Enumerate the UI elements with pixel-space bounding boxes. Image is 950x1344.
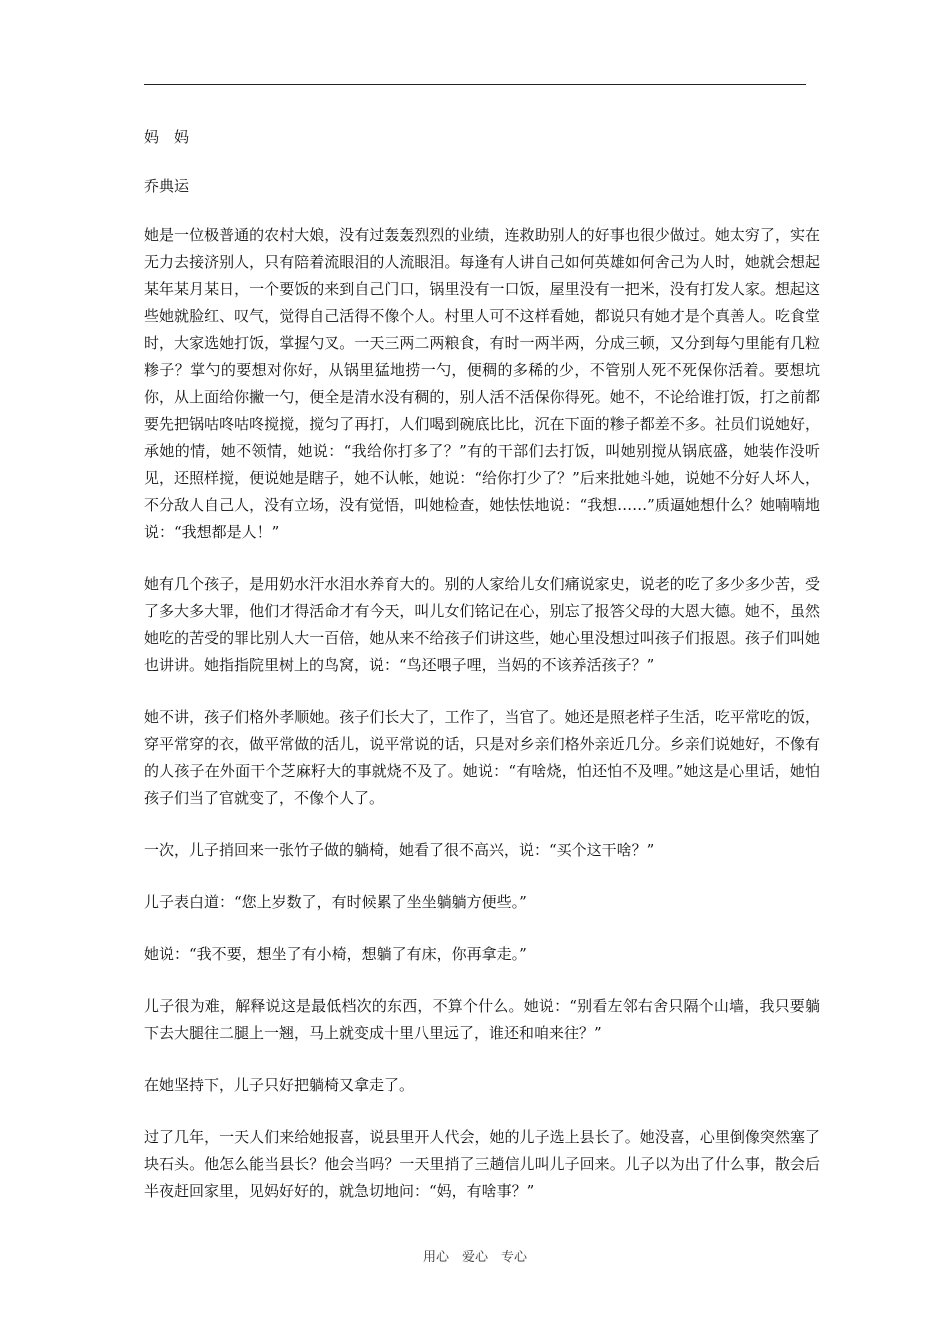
paragraph-3: 她不讲，孩子们格外孝顺她。孩子们长大了，工作了，当官了。她还是照老样子生活，吃平常吃的饭，穿平常穿的衣，做平常做的活儿，说平常说的话，只是对乡亲们格外亲近几分。乡亲们说她好，不像有的人孩子在外面干个芝麻籽大的事就烧不及了。她说：“有啥烧，怕还怕不及哩。”她这是心里话，她怕孩子们当了官就变了，不像个人了。 <box>144 708 820 807</box>
paragraph-6: 她说：“我不要，想坐了有小椅，想躺了有床，你再拿走。” <box>144 945 527 963</box>
paragraph-5: 儿子表白道：“您上岁数了，有时候累了坐坐躺躺方便些。” <box>144 893 527 911</box>
article-body <box>144 124 820 1230</box>
paragraph-8: 在她坚持下，儿子只好把躺椅又拿走了。 <box>144 1076 415 1094</box>
paragraph-4: 一次，儿子捎回来一张竹子做的躺椅，她看了很不高兴，说：“买个这干啥？” <box>144 841 655 859</box>
article-title: 妈 妈 <box>144 128 190 146</box>
paragraph-9: 过了几年，一天人们来给她报喜，说县里开人代会，她的儿子选上县长了。她没喜，心里倒像突然塞了块石头。他怎么能当县长？他会当吗？一天里捎了三趟信儿叫儿子回来。儿子以为出了什么事，散会后半夜赶回家里，见妈好好的，就急切地问：“妈，有啥事？” <box>144 1128 820 1200</box>
paragraph-2: 她有几个孩子，是用奶水汗水泪水养育大的。别的人家给儿女们痛说家史，说老的吃了多少多少苦，受了多大多大罪，他们才得活命才有今天，叫儿女们铭记在心，别忘了报答父母的大恩大德。她不，虽然她吃的苦受的罪比别人大一百倍，她从来不给孩子们讲这些，她心里没想过叫孩子们报恩。孩子们叫她也讲讲。她指指院里树上的鸟窝，说：“鸟还喂子哩，当妈的不该养活孩子？” <box>144 575 820 674</box>
header-rule <box>144 84 806 85</box>
article-author: 乔典运 <box>144 177 190 195</box>
paragraph-7: 儿子很为难，解释说这是最低档次的东西，不算个什么。她说：“别看左邻右舍只隔个山墙，我只要躺下去大腿往二腿上一翘，马上就变成十里八里远了，谁还和咱来往？” <box>144 997 820 1042</box>
paragraph-1: 她是一位极普通的农村大娘，没有过轰轰烈烈的业绩，连救助别人的好事也很少做过。她太穷了，实在无力去接济别人，只有陪着流眼泪的人流眼泪。每逢有人讲自己如何英雄如何舍己为人时，她就会想起某年某月某日，一个要饭的来到自己门口，锅里没有一口饭，屋里没有一把米，没有打发人家。想起这些她就脸红、叹气，觉得自己活得不像个人。村里人可不这样看她，都说只有她才是个真善人。吃食堂时，大家选她打饭，掌握勺叉。一天三两二两粮食，有时一两半两，分成三顿，又分到每勺里能有几粒糁子？掌勺的要想对你好，从锅里猛地捞一勺，便稠的多稀的少，不管别人死不死保你活着。要想坑你，从上面给你撇一勺，便全是清水没有稠的，别人活不活保你得死。她不，不论给谁打饭，打之前都要先把锅咕咚咕咚搅搅，搅匀了再打，人们喝到碗底比比，沉在下面的糁子都差不多。社员们说她好，承她的情，她不领情，她说：“我给你打多了？”有的干部们去打饭，叫她别搅从锅底盛，她装作没听见，还照样搅，便说她是瞎子，她不认帐，她说：“给你打少了？”后来批她斗她，说她不分好人坏人，不分敌人自己人，没有立场，没有觉悟，叫她检查，她怯怯地说：“我想……”质逼她想什么？她喃喃地说：“我想都是人！” <box>144 226 820 541</box>
page-footer: 用心 爱心 专心 <box>422 1250 527 1265</box>
